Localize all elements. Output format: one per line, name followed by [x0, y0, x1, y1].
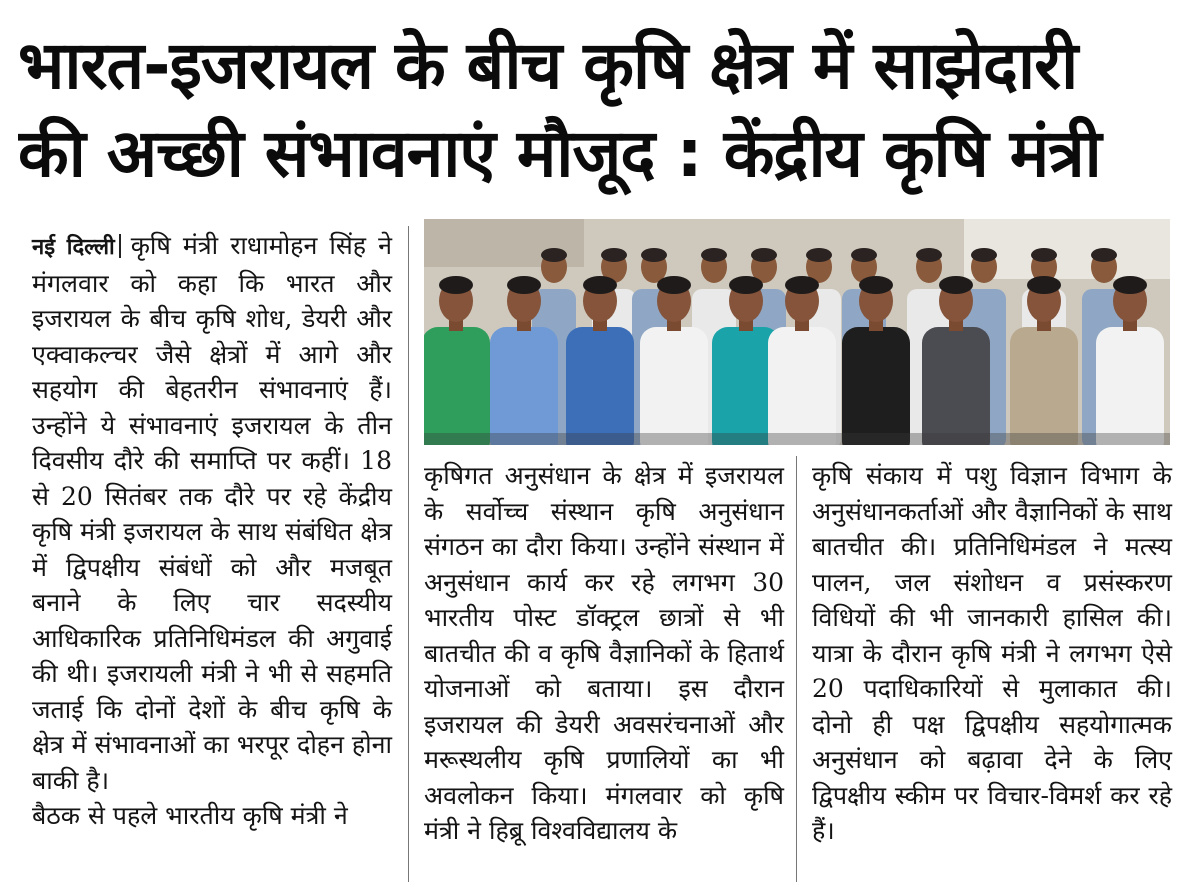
article-column-2-text: कृषिगत अनुसंधान के क्षेत्र में इजरायल के सर्वोच्च संस्थान कृषि अनुसंधान संगठन का दौरा किया। उन्होंने संस्थान में अनुसंधान कार्य कर रहे लगभग 30 भारतीय पोस्ट डॉक्ट्रल छात्रों से भी बातचीत की व कृषि वैज्ञानिकों के हितार्थ योजनाओं को बताया। इस दौरान इजरायल की डेयरी अवसरंचनाओं और मरूस्थलीय कृषि प्रणालियों का भी अवलोकन किया। मंगलवार को कृषि मंत्री ने हिब्रू विश्वविद्यालय के — [424, 461, 784, 845]
article-column-2 — [424, 458, 784, 849]
article-paragraph-1 — [32, 228, 392, 798]
article-column-3 — [812, 458, 1172, 849]
column-divider-1 — [408, 226, 409, 882]
news-photo — [424, 219, 1170, 445]
article-column-1 — [32, 228, 392, 834]
article-column-3-text: कृषि संकाय में पशु विज्ञान विभाग के अनुसंधानकर्ताओं और वैज्ञानिकों के साथ बातचीत की। प्रतिनिधिमंडल ने मत्स्य पालन, जल संशोधन व प्रसंस्करण विधियों की भी जानकारी हासिल की। यात्रा के दौरान कृषि मंत्री ने लगभग ऐसे 20 पदाधिकारियों से मुलाकात की। दोनो ही पक्ष द्विपक्षीय सहयोगात्मक अनुसंधान को बढ़ावा देने के लिए द्विपक्षीय स्कीम पर विचार-विमर्श कर रहे हैं। — [812, 461, 1172, 845]
group-photo-illustration — [424, 219, 1170, 445]
headline — [18, 22, 1182, 198]
headline-line-1: भारत-इजरायल के बीच कृषि क्षेत्र में साझेदारी — [18, 27, 1078, 104]
headline-line-2: की अच्छी संभावनाएं मौजूद : केंद्रीय कृषि मंत्री — [18, 115, 1101, 192]
article-paragraph-2: बैठक से पहले भारतीय कृषि मंत्री ने — [32, 801, 348, 830]
article-column-1-text: कृषि मंत्री राधामोहन सिंह ने मंगलवार को कहा कि भारत और इजरायल के बीच कृषि शोध, डेयरी और एक्वाकल्चर जैसे क्षेत्रों में आगे और सहयोग की बेहतरीन संभावनाएं हैं। उन्होंने ये संभावनाएं इजरायल के तीन दिवसीय दौरे की समाप्ति पर कहीं। 18 से 20 सितंबर तक दौरे पर रहे केंद्रीय कृषि मंत्री इजरायल के साथ संबंधित क्षेत्र में द्विपक्षीय संबंधों को और मजबूत बनाने के लिए चार सदस्यीय आधिकारिक प्रतिनिधिमंडल की अगुवाई की थी। इजरायली मंत्री ने भी से सहमति जताई कि दोनों देशों के बीच कृषि के क्षेत्र में संभावनाओं का भरपूर दोहन होना बाकी है। — [32, 231, 393, 795]
dateline-separator — [119, 234, 121, 258]
dateline: नई दिल्ली — [32, 235, 115, 260]
column-divider-2 — [796, 456, 797, 882]
